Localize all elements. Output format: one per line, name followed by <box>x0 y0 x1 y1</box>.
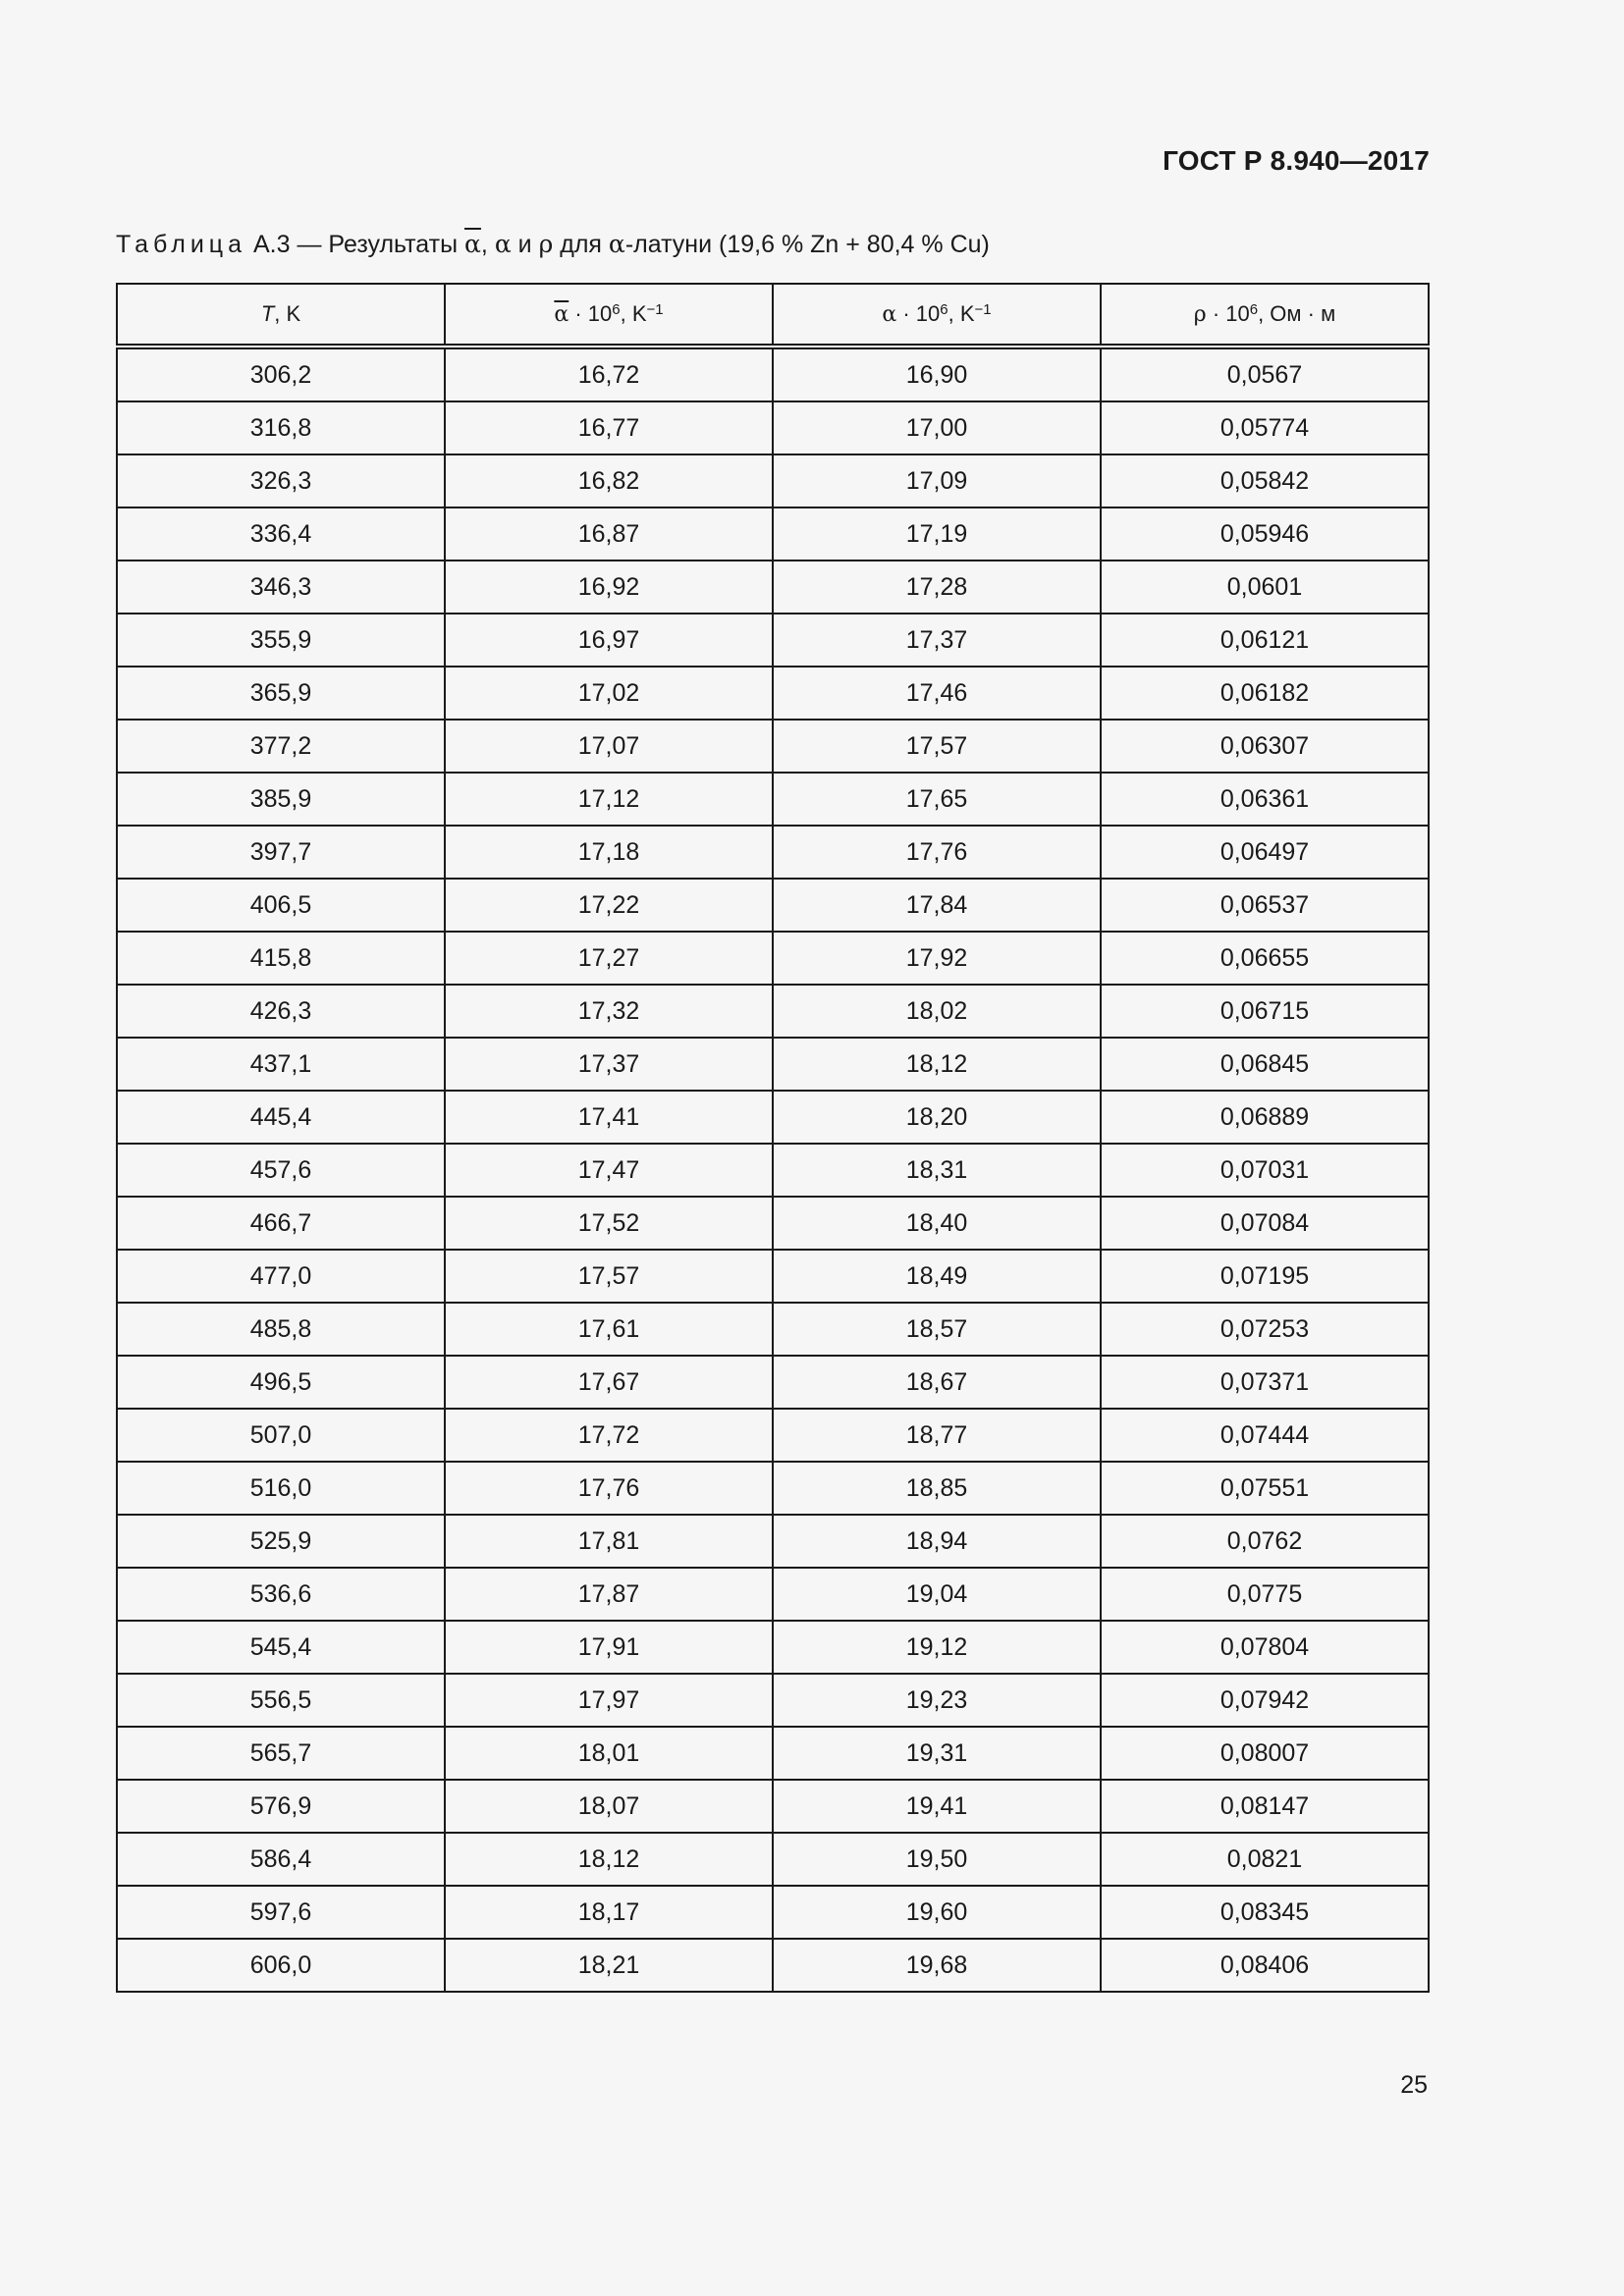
table-row <box>117 614 1429 667</box>
cell-temperature: 426,3 <box>117 985 445 1038</box>
cell-resistivity: 0,06537 <box>1101 879 1429 932</box>
table-row <box>117 1356 1429 1409</box>
caption-symbol-alpha-brass: α <box>608 230 625 258</box>
header-mean-cte-unit: , K <box>620 301 647 326</box>
table-row <box>117 1727 1429 1780</box>
table-caption <box>116 230 990 259</box>
cell-true-cte: 16,90 <box>773 347 1101 401</box>
cell-true-cte: 17,00 <box>773 401 1101 454</box>
caption-number: А.3 — Результаты <box>252 231 459 258</box>
cell-temperature: 536,6 <box>117 1568 445 1621</box>
table-row <box>117 507 1429 561</box>
cell-temperature: 507,0 <box>117 1409 445 1462</box>
table-row <box>117 1780 1429 1833</box>
cell-resistivity: 0,08406 <box>1101 1939 1429 1992</box>
cell-temperature: 516,0 <box>117 1462 445 1515</box>
cell-resistivity: 0,0601 <box>1101 561 1429 614</box>
cell-true-cte: 19,23 <box>773 1674 1101 1727</box>
cell-mean-cte: 18,12 <box>445 1833 773 1886</box>
cell-temperature: 485,8 <box>117 1303 445 1356</box>
cell-mean-cte: 17,72 <box>445 1409 773 1462</box>
table-row <box>117 1833 1429 1886</box>
cell-temperature: 576,9 <box>117 1780 445 1833</box>
table-row <box>117 1144 1429 1197</box>
cell-mean-cte: 17,22 <box>445 879 773 932</box>
cell-true-cte: 17,28 <box>773 561 1101 614</box>
cell-resistivity: 0,05774 <box>1101 401 1429 454</box>
cell-mean-cte: 16,72 <box>445 347 773 401</box>
table-body <box>117 347 1429 1992</box>
cell-true-cte: 18,40 <box>773 1197 1101 1250</box>
cell-resistivity: 0,07084 <box>1101 1197 1429 1250</box>
cell-temperature: 477,0 <box>117 1250 445 1303</box>
table-row <box>117 1250 1429 1303</box>
header-mean-cte-exp: 6 <box>612 301 621 318</box>
cell-true-cte: 17,19 <box>773 507 1101 561</box>
cell-mean-cte: 16,87 <box>445 507 773 561</box>
cell-temperature: 316,8 <box>117 401 445 454</box>
table-row <box>117 1409 1429 1462</box>
cell-true-cte: 17,37 <box>773 614 1101 667</box>
cell-resistivity: 0,07371 <box>1101 1356 1429 1409</box>
cell-mean-cte: 17,91 <box>445 1621 773 1674</box>
table-row <box>117 454 1429 507</box>
caption-symbol-alpha: α <box>494 230 512 258</box>
cell-mean-cte: 17,57 <box>445 1250 773 1303</box>
cell-true-cte: 17,92 <box>773 932 1101 985</box>
cell-temperature: 406,5 <box>117 879 445 932</box>
caption-and: и <box>517 231 532 258</box>
cell-true-cte: 18,85 <box>773 1462 1101 1515</box>
cell-resistivity: 0,07444 <box>1101 1409 1429 1462</box>
header-mean-cte-factor: · 10 <box>568 301 613 326</box>
cell-resistivity: 0,06121 <box>1101 614 1429 667</box>
cell-mean-cte: 17,27 <box>445 932 773 985</box>
cell-resistivity: 0,06497 <box>1101 826 1429 879</box>
cell-true-cte: 19,12 <box>773 1621 1101 1674</box>
header-true-cte <box>773 284 1101 347</box>
header-mean-cte-symbol: $\overline{\alpha}$ <box>554 302 569 327</box>
header-true-cte-symbol: α <box>882 302 897 327</box>
cell-temperature: 565,7 <box>117 1727 445 1780</box>
cell-mean-cte: 17,18 <box>445 826 773 879</box>
cell-resistivity: 0,06715 <box>1101 985 1429 1038</box>
table-row <box>117 1197 1429 1250</box>
cell-mean-cte: 17,37 <box>445 1038 773 1091</box>
cell-true-cte: 18,67 <box>773 1356 1101 1409</box>
cell-mean-cte: 17,47 <box>445 1144 773 1197</box>
table-row <box>117 879 1429 932</box>
caption-comma: , <box>480 231 488 258</box>
table-row <box>117 1939 1429 1992</box>
cell-temperature: 445,4 <box>117 1091 445 1144</box>
cell-resistivity: 0,06845 <box>1101 1038 1429 1091</box>
cell-mean-cte: 17,61 <box>445 1303 773 1356</box>
cell-resistivity: 0,06655 <box>1101 932 1429 985</box>
cell-true-cte: 18,31 <box>773 1144 1101 1197</box>
cell-true-cte: 19,31 <box>773 1727 1101 1780</box>
cell-mean-cte: 16,97 <box>445 614 773 667</box>
cell-temperature: 397,7 <box>117 826 445 879</box>
header-mean-cte-unit-exp: −1 <box>646 301 664 318</box>
cell-mean-cte: 17,67 <box>445 1356 773 1409</box>
table-row <box>117 1568 1429 1621</box>
cell-true-cte: 19,60 <box>773 1886 1101 1939</box>
table-row <box>117 773 1429 826</box>
cell-temperature: 437,1 <box>117 1038 445 1091</box>
cell-resistivity: 0,08007 <box>1101 1727 1429 1780</box>
table-row <box>117 561 1429 614</box>
cell-mean-cte: 17,52 <box>445 1197 773 1250</box>
page-number: 25 <box>1400 2071 1428 2099</box>
cell-resistivity: 0,06889 <box>1101 1091 1429 1144</box>
cell-resistivity: 0,07195 <box>1101 1250 1429 1303</box>
header-temperature <box>117 284 445 347</box>
cell-resistivity: 0,08345 <box>1101 1886 1429 1939</box>
cell-mean-cte: 17,97 <box>445 1674 773 1727</box>
cell-temperature: 326,3 <box>117 454 445 507</box>
cell-mean-cte: 16,77 <box>445 401 773 454</box>
header-true-cte-factor: · 10 <box>896 301 941 326</box>
table-row <box>117 826 1429 879</box>
cell-mean-cte: 17,41 <box>445 1091 773 1144</box>
table-row <box>117 1674 1429 1727</box>
table-row <box>117 985 1429 1038</box>
cell-true-cte: 17,57 <box>773 720 1101 773</box>
cell-mean-cte: 18,17 <box>445 1886 773 1939</box>
cell-true-cte: 17,09 <box>773 454 1101 507</box>
cell-resistivity: 0,07253 <box>1101 1303 1429 1356</box>
cell-true-cte: 19,68 <box>773 1939 1101 1992</box>
cell-mean-cte: 17,07 <box>445 720 773 773</box>
header-resistivity-factor: · 10 <box>1206 301 1250 326</box>
cell-resistivity: 0,06361 <box>1101 773 1429 826</box>
cell-mean-cte: 17,87 <box>445 1568 773 1621</box>
cell-temperature: 336,4 <box>117 507 445 561</box>
cell-temperature: 597,6 <box>117 1886 445 1939</box>
header-true-cte-exp: 6 <box>940 301 948 318</box>
cell-mean-cte: 17,76 <box>445 1462 773 1515</box>
table-row <box>117 401 1429 454</box>
cell-temperature: 545,4 <box>117 1621 445 1674</box>
header-true-cte-unit: , K <box>947 301 975 326</box>
header-temperature-symbol: T <box>260 301 275 326</box>
cell-temperature: 365,9 <box>117 667 445 720</box>
table-header-row <box>117 284 1429 347</box>
cell-true-cte: 18,02 <box>773 985 1101 1038</box>
header-resistivity-symbol: ρ <box>1193 302 1207 327</box>
table-row <box>117 1038 1429 1091</box>
cell-true-cte: 18,77 <box>773 1409 1101 1462</box>
header-resistivity <box>1101 284 1429 347</box>
cell-resistivity: 0,07804 <box>1101 1621 1429 1674</box>
cell-resistivity: 0,0567 <box>1101 347 1429 401</box>
cell-true-cte: 18,94 <box>773 1515 1101 1568</box>
cell-mean-cte: 17,02 <box>445 667 773 720</box>
table-row <box>117 347 1429 401</box>
cell-temperature: 346,3 <box>117 561 445 614</box>
table-row <box>117 720 1429 773</box>
cell-temperature: 385,9 <box>117 773 445 826</box>
cell-mean-cte: 16,92 <box>445 561 773 614</box>
table-row <box>117 1621 1429 1674</box>
header-resistivity-unit: , Ом · м <box>1258 301 1336 326</box>
table-row <box>117 1091 1429 1144</box>
cell-temperature: 496,5 <box>117 1356 445 1409</box>
cell-true-cte: 18,49 <box>773 1250 1101 1303</box>
cell-temperature: 377,2 <box>117 720 445 773</box>
cell-temperature: 466,7 <box>117 1197 445 1250</box>
cell-true-cte: 17,46 <box>773 667 1101 720</box>
caption-symbol-rho: ρ <box>538 230 554 258</box>
cell-resistivity: 0,0762 <box>1101 1515 1429 1568</box>
table-row <box>117 1303 1429 1356</box>
cell-true-cte: 18,20 <box>773 1091 1101 1144</box>
cell-resistivity: 0,06182 <box>1101 667 1429 720</box>
cell-mean-cte: 17,32 <box>445 985 773 1038</box>
table-row <box>117 1515 1429 1568</box>
cell-resistivity: 0,07031 <box>1101 1144 1429 1197</box>
cell-resistivity: 0,07551 <box>1101 1462 1429 1515</box>
header-true-cte-unit-exp: −1 <box>974 301 992 318</box>
header-temperature-unit: , K <box>274 301 301 326</box>
cell-temperature: 556,5 <box>117 1674 445 1727</box>
table-row <box>117 932 1429 985</box>
cell-resistivity: 0,05842 <box>1101 454 1429 507</box>
cell-temperature: 606,0 <box>117 1939 445 1992</box>
cell-true-cte: 19,04 <box>773 1568 1101 1621</box>
cell-true-cte: 17,76 <box>773 826 1101 879</box>
table-row <box>117 667 1429 720</box>
cell-true-cte: 18,12 <box>773 1038 1101 1091</box>
cell-resistivity: 0,07942 <box>1101 1674 1429 1727</box>
cell-resistivity: 0,0775 <box>1101 1568 1429 1621</box>
cell-true-cte: 17,84 <box>773 879 1101 932</box>
cell-resistivity: 0,08147 <box>1101 1780 1429 1833</box>
cell-mean-cte: 17,81 <box>445 1515 773 1568</box>
cell-temperature: 306,2 <box>117 347 445 401</box>
table-row <box>117 1462 1429 1515</box>
cell-resistivity: 0,06307 <box>1101 720 1429 773</box>
table-row <box>117 1886 1429 1939</box>
cell-temperature: 586,4 <box>117 1833 445 1886</box>
header-mean-cte <box>445 284 773 347</box>
cell-mean-cte: 17,12 <box>445 773 773 826</box>
cell-true-cte: 17,65 <box>773 773 1101 826</box>
cell-mean-cte: 18,21 <box>445 1939 773 1992</box>
cell-temperature: 415,8 <box>117 932 445 985</box>
caption-label: Таблица <box>116 231 247 258</box>
header-resistivity-exp: 6 <box>1249 301 1259 318</box>
cell-mean-cte: 18,01 <box>445 1727 773 1780</box>
cell-temperature: 355,9 <box>117 614 445 667</box>
caption-for: для <box>560 231 602 258</box>
cell-temperature: 457,6 <box>117 1144 445 1197</box>
cell-mean-cte: 18,07 <box>445 1780 773 1833</box>
cell-temperature: 525,9 <box>117 1515 445 1568</box>
cell-resistivity: 0,0821 <box>1101 1833 1429 1886</box>
results-table <box>116 283 1430 1993</box>
document-code: ГОСТ Р 8.940—2017 <box>1163 145 1430 176</box>
cell-true-cte: 18,57 <box>773 1303 1101 1356</box>
caption-symbol-alpha-mean: $\overline{\alpha}$ <box>464 230 481 258</box>
cell-mean-cte: 16,82 <box>445 454 773 507</box>
cell-true-cte: 19,50 <box>773 1833 1101 1886</box>
caption-material: -латуни (19,6 % Zn + 80,4 % Cu) <box>624 231 990 258</box>
cell-true-cte: 19,41 <box>773 1780 1101 1833</box>
cell-resistivity: 0,05946 <box>1101 507 1429 561</box>
